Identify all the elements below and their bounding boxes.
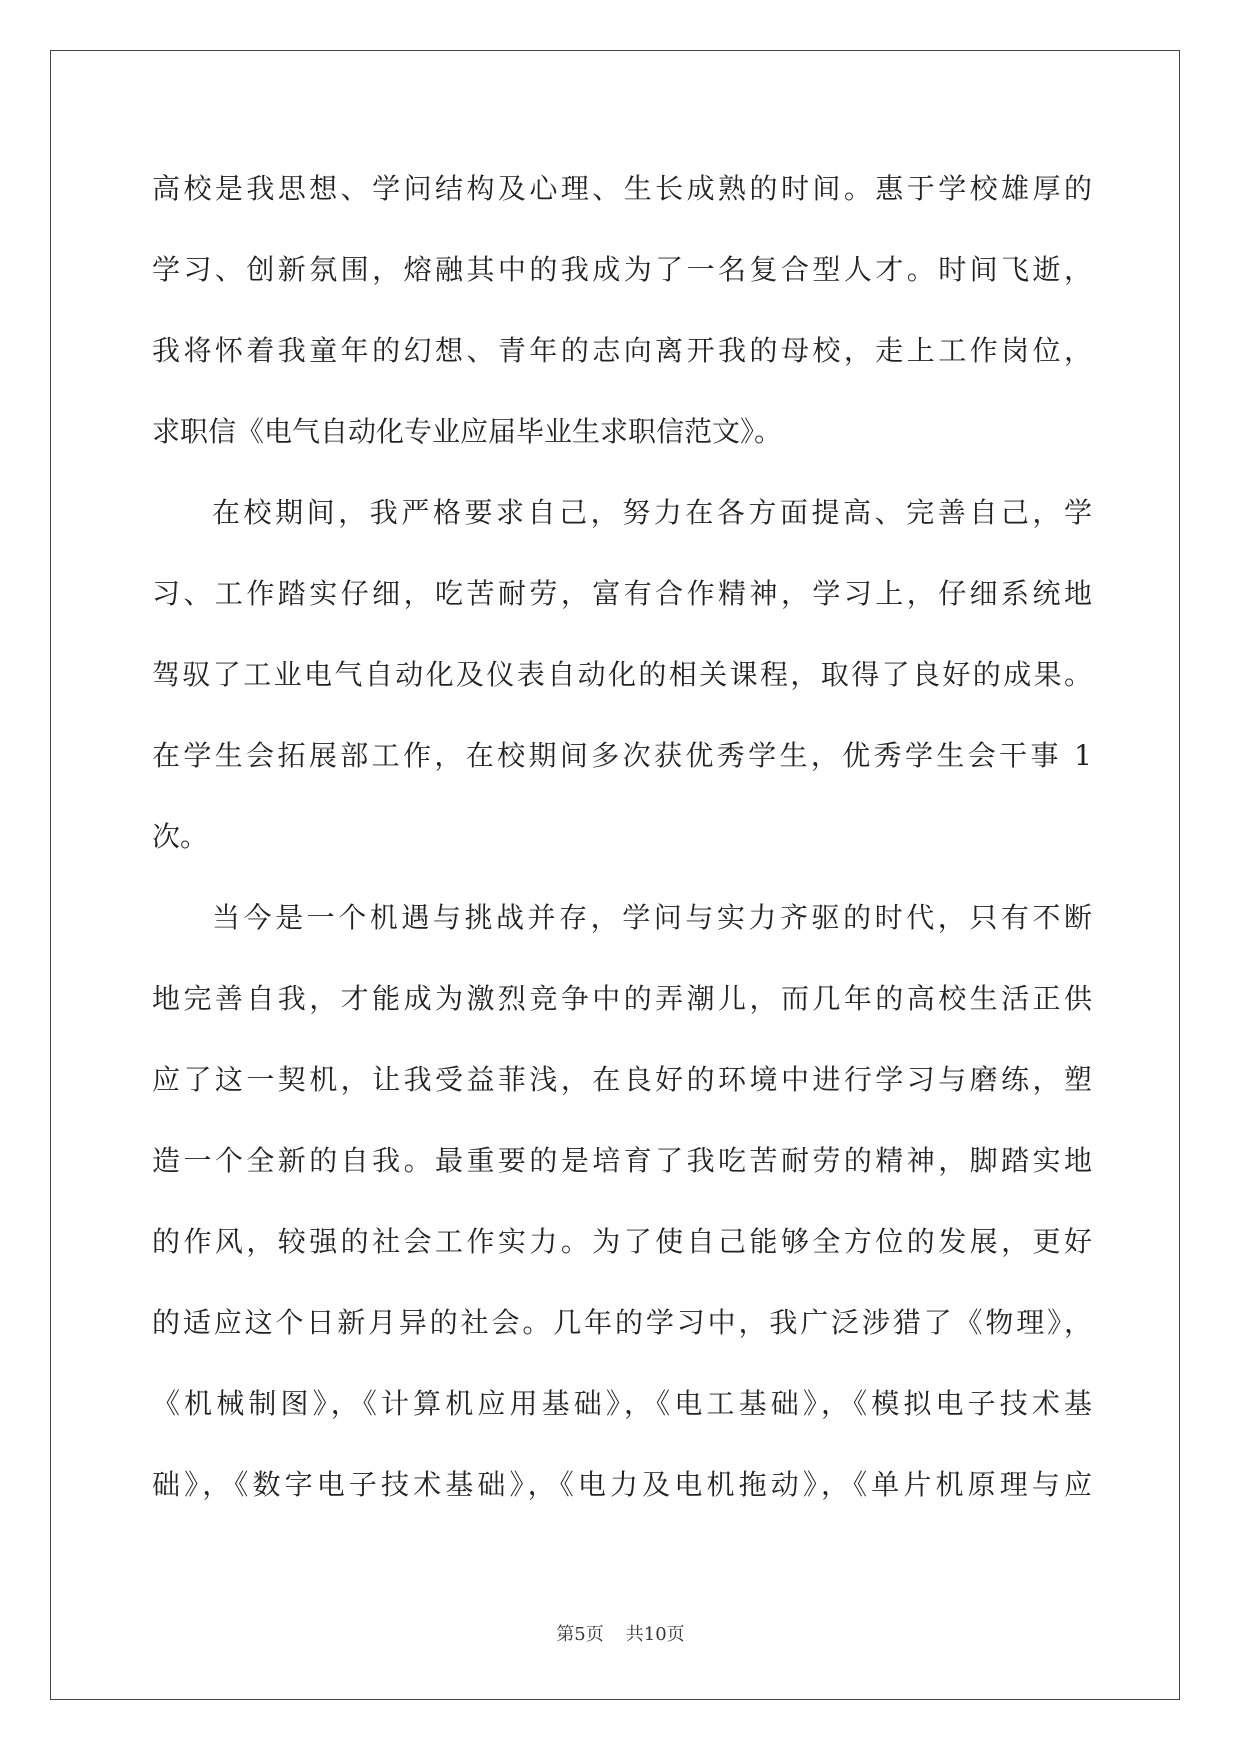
page-total: 共10页 [625,1624,685,1645]
text-line: 我将怀着我童年的幻想、青年的志向离开我的母校，走上工作岗位， [152,334,1092,367]
text-line: 应了这一契机，让我受益菲浅，在良好的环境中进行学习与磨练，塑 [152,1063,1092,1096]
text-line: 地完善自我，才能成为激烈竞争中的弄潮儿，而几年的高校生活正供 [152,982,1092,1015]
text-line: 驾驭了工业电气自动化及仪表自动化的相关课程，取得了良好的成果。 [152,658,1092,691]
text-line: 求职信《电气自动化专业应届毕业生求职信范文》。 [152,415,783,448]
text-line: 高校是我思想、学问结构及心理、生长成熟的时间。惠于学校雄厚的 [152,172,1092,205]
text-line: 当今是一个机遇与挑战并存，学问与实力齐驱的时代，只有不断 [212,901,1092,934]
text-line: 础》，《数字电子技术基础》，《电力及电机拖动》，《单片机原理与应 [152,1468,1092,1501]
text-line: 《机械制图》，《计算机应用基础》，《电工基础》，《模拟电子技术基 [152,1387,1092,1420]
document-body [152,160,1092,1537]
text-line: 次。 [152,820,209,853]
text-line: 的适应这个日新月异的社会。几年的学习中，我广泛涉猎了《物理》， [152,1306,1092,1339]
text-line: 的作风，较强的社会工作实力。为了使自己能够全方位的发展，更好 [152,1225,1092,1258]
page-number: 第5页 [556,1624,604,1645]
page-footer [0,1620,1241,1646]
text-line: 在校期间，我严格要求自己，努力在各方面提高、完善自己，学 [212,496,1092,529]
text-line: 习、工作踏实仔细，吃苦耐劳，富有合作精神，学习上，仔细系统地 [152,577,1092,610]
text-line: 在学生会拓展部工作，在校期间多次获优秀学生，优秀学生会干事 1 [152,739,1092,772]
text-line: 学习、创新氛围，熔融其中的我成为了一名复合型人才。时间飞逝， [152,253,1092,286]
text-line: 造一个全新的自我。最重要的是培育了我吃苦耐劳的精神，脚踏实地 [152,1144,1092,1177]
